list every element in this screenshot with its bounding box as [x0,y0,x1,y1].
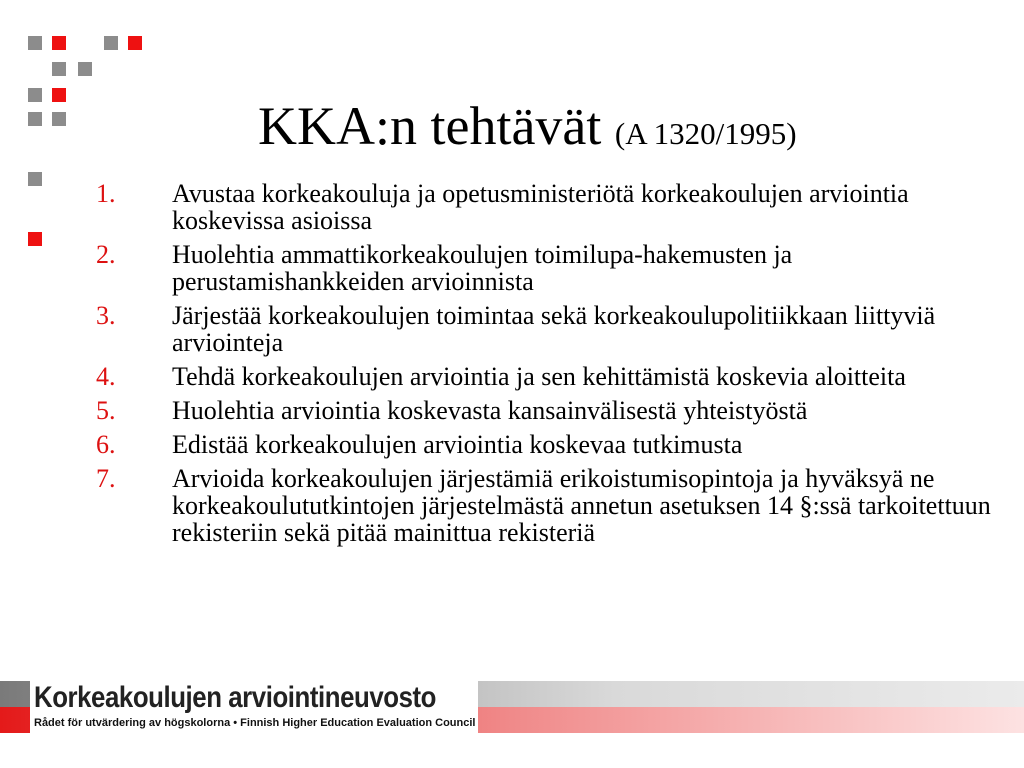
list-item-text: Edistää korkeakoulujen arviointia koskevaa tutkimusta [172,430,743,459]
deco-square [78,62,92,76]
logo-subtitle: Rådet för utvärdering av högskolorna • Finnish Higher Education Evaluation Council [34,717,476,729]
list-item-number: 7. [96,464,116,493]
list-item-text: Huolehtia ammattikorkeakoulujen toimilupa-hakemusten ja perustamishankkeiden arvioinnista [172,240,793,296]
deco-square [28,88,42,102]
deco-square [104,36,118,50]
list-item-number: 3. [96,301,116,330]
list-item-number: 5. [96,396,116,425]
list-item-number: 1. [96,179,116,208]
list-item-text: Tehdä korkeakoulujen arviointia ja sen kehittämistä koskevia aloitteita [172,362,906,391]
deco-square [28,36,42,50]
list-item [96,465,1016,546]
list-item [96,397,1016,424]
logo-organization-name: Korkeakoulujen arviointineuvosto [34,681,436,714]
list-item [96,302,1016,356]
deco-square [52,62,66,76]
list-item [96,241,1016,295]
title-main: KKA:n tehtävät [258,96,602,156]
list-item-text: Huolehtia arviointia koskevasta kansainvälisestä yhteistyöstä [172,396,808,425]
list-item [96,431,1016,458]
list-item-number: 6. [96,430,116,459]
task-list [96,180,1016,553]
organization-logo [30,681,478,733]
list-item-number: 4. [96,362,116,391]
list-item-text: Arvioida korkeakoulujen järjestämiä erikoistumisopintoja ja hyväksyä ne korkeakoulututkintojen järjestelmästä annetun asetuksen 14 §:ssä tarkoitettuun rekisteriin sekä pitää mainittua rekisteriä [172,464,991,547]
deco-square [52,36,66,50]
list-item [96,180,1016,234]
deco-square [52,112,66,126]
list-item [96,363,1016,390]
footer-banner [0,681,1024,733]
deco-square [28,172,42,186]
list-item-number: 2. [96,240,116,269]
title-reference: (A 1320/1995) [614,116,797,151]
deco-square [128,36,142,50]
deco-square [28,112,42,126]
list-item-text: Avustaa korkeakouluja ja opetusministeriötä korkeakoulujen arviointia koskevissa asioissa [172,179,909,235]
slide-title [258,96,797,164]
list-item-text: Järjestää korkeakoulujen toimintaa sekä korkeakoulupolitiikkaan liittyviä arviointeja [172,301,936,357]
deco-square [28,232,42,246]
deco-square [52,88,66,102]
